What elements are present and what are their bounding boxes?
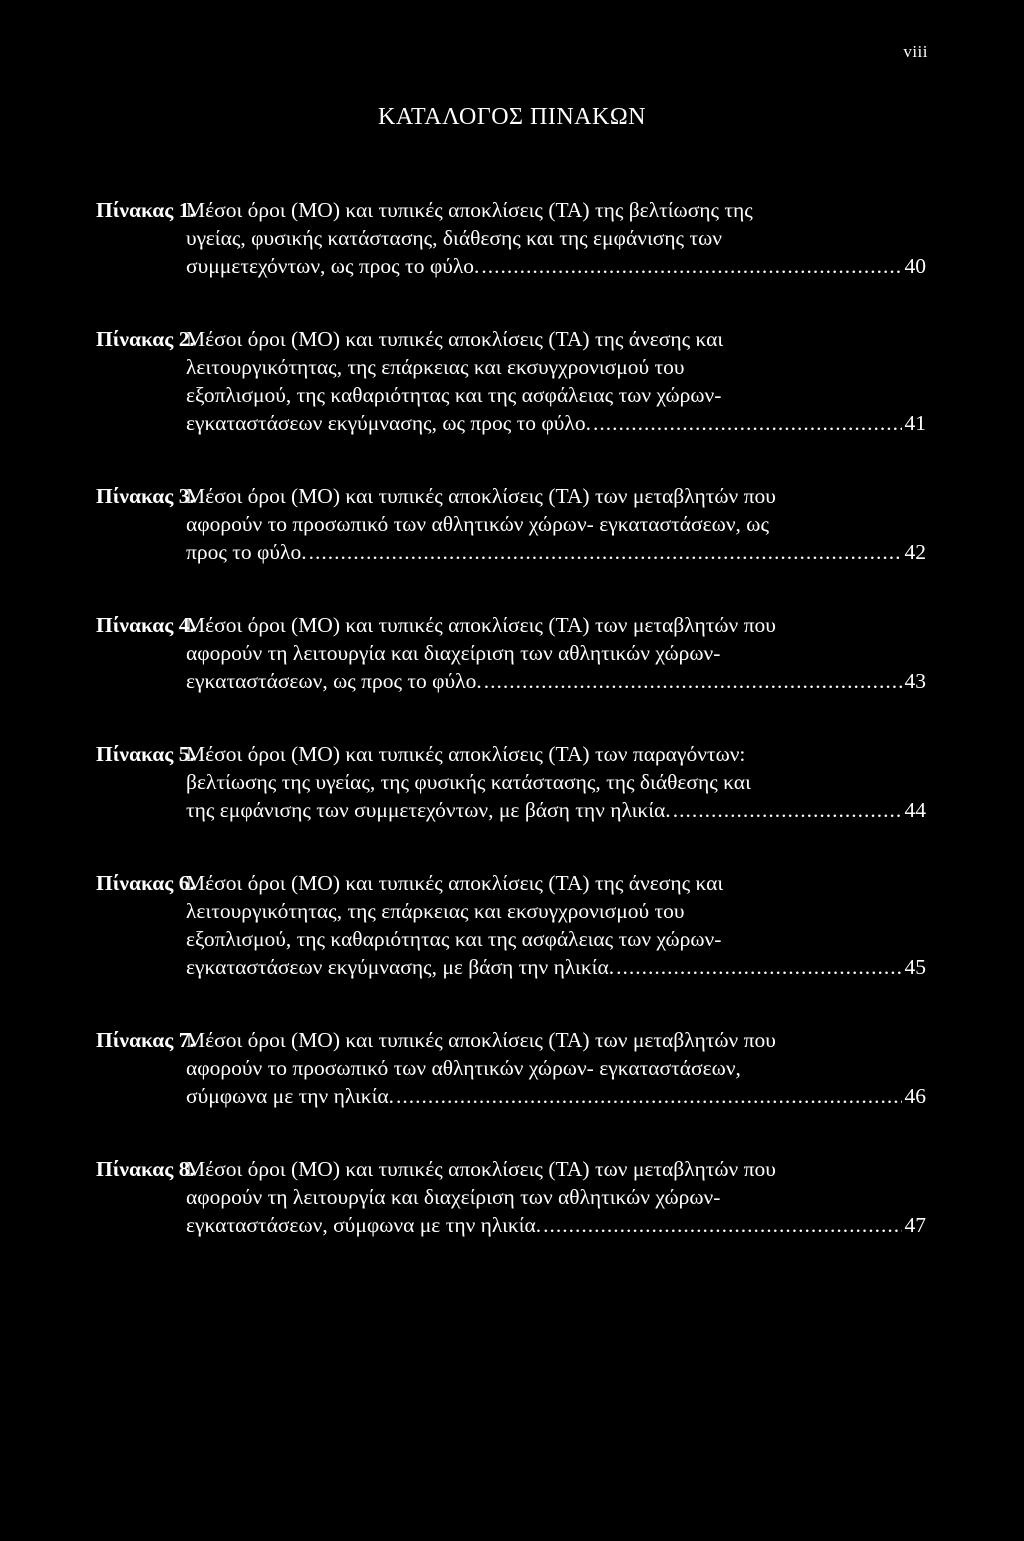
toc-entry-text: Μέσοι όροι (ΜΟ) και τυπικές αποκλίσεις (ΤΑ) των μεταβλητών που bbox=[186, 1028, 776, 1052]
toc-entry-text: Μέσοι όροι (ΜΟ) και τυπικές αποκλίσεις (ΤΑ) των μεταβλητών που bbox=[186, 1157, 776, 1181]
toc-entry-label: Πίνακας 7. bbox=[96, 1028, 195, 1052]
toc-entry-page-number[interactable]: 44 bbox=[904, 798, 926, 822]
toc-entry-last-line bbox=[186, 796, 926, 824]
toc-entry-last-line bbox=[186, 252, 926, 280]
toc-entry-text: εγκαταστάσεων, σύμφωνα με την ηλικία. bbox=[186, 1213, 542, 1237]
toc-entry-page-number[interactable]: 43 bbox=[904, 669, 926, 693]
toc-entry-text: εγκαταστάσεων εκγύμνασης, με βάση την ηλικία. bbox=[186, 955, 615, 979]
toc-entry[interactable] bbox=[96, 1026, 926, 1110]
toc-entry-label: Πίνακας 4. bbox=[96, 613, 195, 637]
toc-entry-label: Πίνακας 2. bbox=[96, 327, 195, 351]
toc-entry-text: Μέσοι όροι (ΜΟ) και τυπικές αποκλίσεις (ΤΑ) των παραγόντων: bbox=[186, 742, 746, 766]
toc-entry-text: της εμφάνισης των συμμετεχόντων, με βάση την ηλικία. bbox=[186, 798, 671, 822]
toc-entry-text: λειτουργικότητας, της επάρκειας και εκσυγχρονισμού του bbox=[186, 355, 685, 379]
toc-entry-text: εξοπλισμού, της καθαριότητας και της ασφάλειας των χώρων- bbox=[186, 383, 722, 407]
toc-entry[interactable] bbox=[96, 611, 926, 695]
toc-entry-text: υγείας, φυσικής κατάστασης, διάθεσης και της εμφάνισης των bbox=[186, 226, 722, 250]
toc-entry-last-line bbox=[186, 667, 926, 695]
dot-leader bbox=[593, 409, 902, 437]
toc-entry[interactable] bbox=[96, 1155, 926, 1239]
dot-leader bbox=[481, 252, 901, 280]
dot-leader bbox=[616, 953, 901, 981]
toc-entry-text: Μέσοι όροι (ΜΟ) και τυπικές αποκλίσεις (ΤΑ) των μεταβλητών που bbox=[186, 613, 776, 637]
toc-entry-text: Μέσοι όροι (ΜΟ) και τυπικές αποκλίσεις (ΤΑ) της βελτίωσης της bbox=[186, 198, 753, 222]
toc-entry-text: αφορούν τη λειτουργία και διαχείριση των αθλητικών χώρων- bbox=[186, 1185, 721, 1209]
table-of-contents bbox=[96, 196, 926, 1284]
toc-entry-label: Πίνακας 5. bbox=[96, 742, 195, 766]
toc-entry-label: Πίνακας 3. bbox=[96, 484, 195, 508]
toc-entry-last-line bbox=[186, 953, 926, 981]
toc-entry-text: Μέσοι όροι (ΜΟ) και τυπικές αποκλίσεις (ΤΑ) της άνεσης και bbox=[186, 327, 724, 351]
toc-entry-page-number[interactable]: 47 bbox=[904, 1213, 926, 1237]
toc-entry-text: σύμφωνα με την ηλικία. bbox=[186, 1084, 395, 1108]
toc-entry-label: Πίνακας 1. bbox=[96, 198, 195, 222]
toc-entry-label: Πίνακας 8. bbox=[96, 1157, 195, 1181]
toc-entry[interactable] bbox=[96, 196, 926, 280]
toc-entry-text: προς το φύλο. bbox=[186, 540, 307, 564]
dot-leader bbox=[673, 796, 902, 824]
toc-entry-last-line bbox=[186, 1082, 926, 1110]
toc-entry-text: βελτίωσης της υγείας, της φυσικής κατάστασης, της διάθεσης και bbox=[186, 770, 751, 794]
toc-entry-text: συμμετεχόντων, ως προς το φύλο. bbox=[186, 254, 480, 278]
toc-entry-text: εξοπλισμού, της καθαριότητας και της ασφάλειας των χώρων- bbox=[186, 927, 722, 951]
toc-entry[interactable] bbox=[96, 482, 926, 566]
dot-leader bbox=[543, 1211, 901, 1239]
toc-entry[interactable] bbox=[96, 869, 926, 981]
toc-entry[interactable] bbox=[96, 325, 926, 437]
toc-entry-text: εγκαταστάσεων εκγύμνασης, ως προς το φύλο. bbox=[186, 411, 591, 435]
toc-entry-text: αφορούν το προσωπικό των αθλητικών χώρων- εγκαταστάσεων, bbox=[186, 1056, 741, 1080]
dot-leader bbox=[309, 538, 902, 566]
toc-entry[interactable] bbox=[96, 740, 926, 824]
toc-entry-last-line bbox=[186, 409, 926, 437]
toc-entry-last-line bbox=[186, 538, 926, 566]
toc-entry-last-line bbox=[186, 1211, 926, 1239]
toc-entry-page-number[interactable]: 40 bbox=[904, 254, 926, 278]
toc-entry-text: λειτουργικότητας, της επάρκειας και εκσυγχρονισμού του bbox=[186, 899, 685, 923]
dot-leader bbox=[396, 1082, 901, 1110]
toc-entry-page-number[interactable]: 42 bbox=[904, 540, 926, 564]
page-title: ΚΑΤΑΛΟΓΟΣ ΠΙΝΑΚΩΝ bbox=[377, 104, 646, 130]
toc-entry-page-number[interactable]: 46 bbox=[904, 1084, 926, 1108]
toc-entry-text: αφορούν το προσωπικό των αθλητικών χώρων- εγκαταστάσεων, ως bbox=[186, 512, 769, 536]
toc-entry-page-number[interactable]: 45 bbox=[904, 955, 926, 979]
toc-entry-label: Πίνακας 6. bbox=[96, 871, 195, 895]
toc-entry-text: Μέσοι όροι (ΜΟ) και τυπικές αποκλίσεις (ΤΑ) των μεταβλητών που bbox=[186, 484, 776, 508]
dot-leader bbox=[484, 667, 902, 695]
toc-entry-text: αφορούν τη λειτουργία και διαχείριση των αθλητικών χώρων- bbox=[186, 641, 721, 665]
toc-entry-text: εγκαταστάσεων, ως προς το φύλο. bbox=[186, 669, 482, 693]
page-number: viii bbox=[903, 42, 928, 61]
toc-entry-text: Μέσοι όροι (ΜΟ) και τυπικές αποκλίσεις (ΤΑ) της άνεσης και bbox=[186, 871, 724, 895]
toc-entry-page-number[interactable]: 41 bbox=[904, 411, 926, 435]
